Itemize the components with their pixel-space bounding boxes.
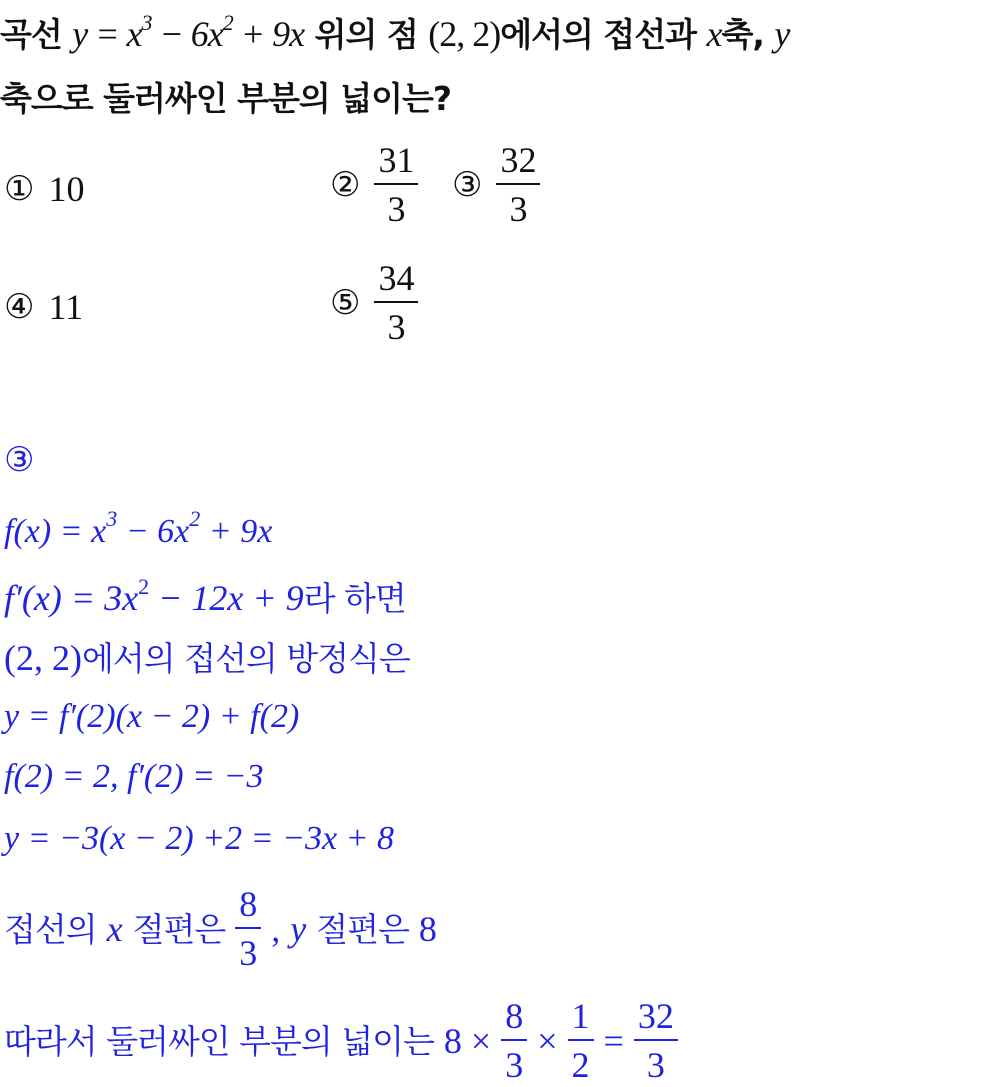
answer-marker: ③ [4, 440, 35, 480]
solution-line-6: y = −3(x − 2) +2 = −3x + 8 [4, 820, 395, 857]
option-value: 10 [48, 169, 85, 209]
question-text: 위의 점 [314, 15, 418, 54]
fraction-1-2: $\frac{1}{2}$ [568, 996, 594, 1087]
option-marker: ③ [452, 165, 483, 206]
option-fraction: $\frac{34}{3}$ [374, 258, 418, 349]
option-marker: ⑤ [330, 283, 361, 324]
option-value: 11 [48, 287, 84, 327]
solution-line-4: y = f′(2)(x − 2) + f(2) [4, 698, 300, 735]
curve-equation: $y = x^3 - 6x^2 + 9x$ [72, 10, 305, 54]
option-1[interactable] [4, 168, 84, 210]
fraction-32-3: $\frac{32}{3}$ [634, 996, 678, 1087]
option-4[interactable] [4, 286, 83, 328]
axis-y: y [774, 14, 790, 54]
option-marker: ① [4, 169, 35, 209]
point: (2, 2) [428, 14, 501, 54]
option-marker: ② [330, 165, 361, 206]
x-intercept-fraction: $\frac{8}{3}$ [235, 884, 261, 975]
option-marker: ④ [4, 287, 35, 327]
solution-line-1: $f(x) = x^3 - 6x^2 + 9x$ [4, 506, 273, 550]
question-text: 에서의 접선과 [500, 15, 696, 54]
option-5[interactable] [330, 258, 418, 349]
question-text: 곡선 [0, 15, 62, 54]
option-3[interactable] [452, 140, 540, 231]
option-2[interactable] [330, 140, 418, 231]
solution-line-3: (2, 2)에서의 접선의 방정식은 [4, 638, 410, 678]
fraction-8-3: $\frac{8}{3}$ [501, 996, 527, 1087]
option-fraction: $\frac{31}{3}$ [374, 140, 418, 231]
option-fraction: $\frac{32}{3}$ [496, 140, 540, 231]
question-line-2: 축으로 둘러싸인 부분의 넓이는? [0, 79, 452, 118]
question-text: 축, [721, 15, 764, 54]
solution-line-7: 접선의 x 절편은 $\frac{8}{3}$ , y 절편은 8 [4, 884, 437, 974]
solution-line-8: 따라서 둘러싸인 부분의 넓이는 8 × $\frac{8}{3}$ × $\frac{1}{2}$ = $\frac{32}{3}$ [4, 996, 678, 1087]
solution-line-2: $f'(x) = 3x^2 - 12x + 9$라 하면 [4, 574, 406, 618]
question-line-1 [0, 12, 789, 52]
solution-line-5: f(2) = 2, f′(2) = −3 [4, 758, 264, 795]
axis-x: x [706, 14, 722, 54]
